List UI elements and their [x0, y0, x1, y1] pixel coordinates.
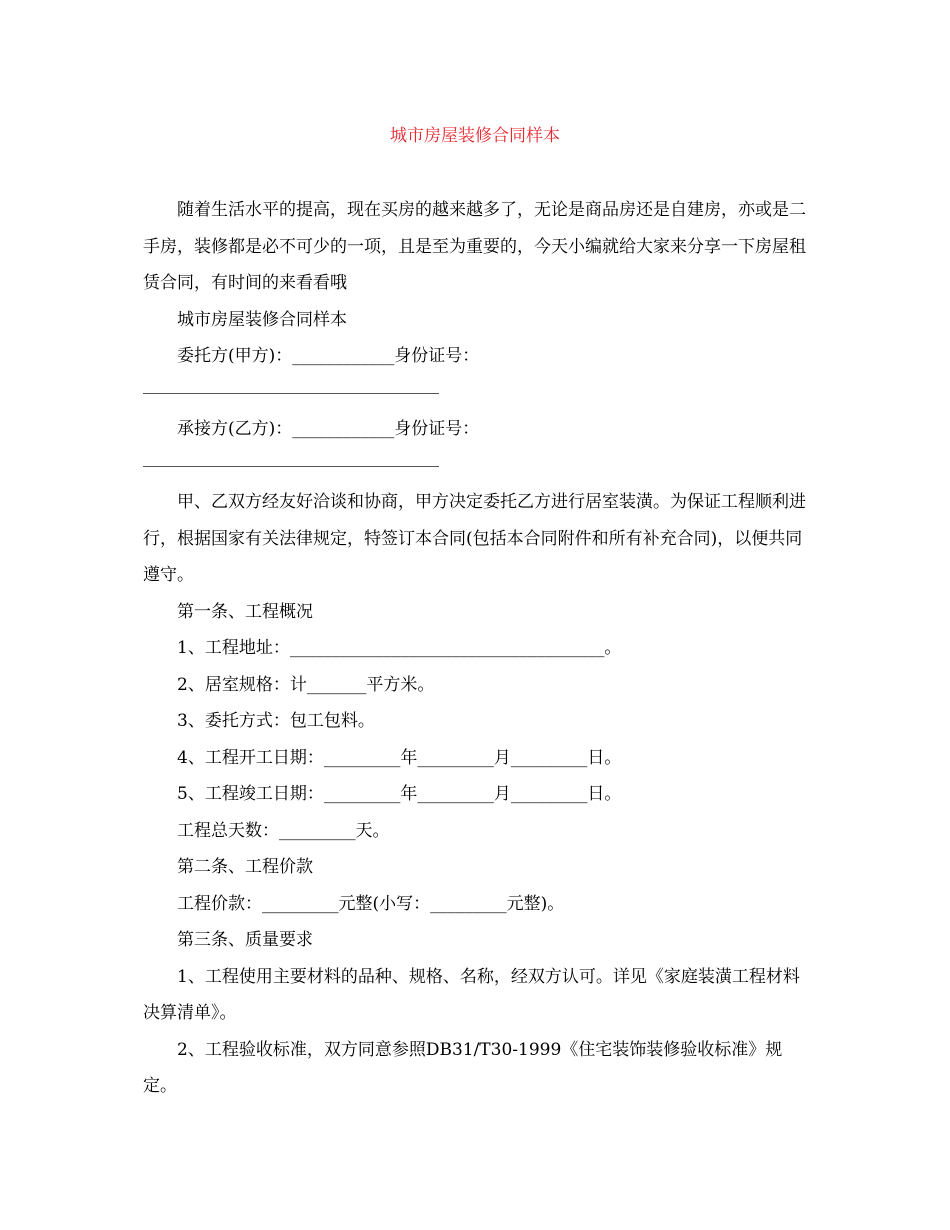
article-1-start-date: 4、工程开工日期：_________年_________月_________日。 — [177, 747, 622, 768]
party-a-id-blank — [143, 375, 813, 412]
article-3-heading: 第三条、质量要求 — [177, 930, 313, 950]
document-body — [143, 192, 813, 1105]
blank-rule — [143, 393, 439, 394]
article-3-materials: 1、工程使用主要材料的品种、规格、名称，经双方认可。详见《家庭装潢工程材料决算清单》。 — [143, 966, 800, 1023]
article-1-end-date: 5、工程竣工日期：_________年_________月_________日。 — [177, 784, 622, 804]
article-3-standard: 2、工程验收标准，双方同意参照DB31/T30-1999《住宅装饰装修验收标准》规定。 — [143, 1039, 783, 1096]
document-title: 城市房屋装修合同样本 — [390, 126, 560, 146]
contract-subtitle: 城市房屋装修合同样本 — [177, 309, 347, 330]
article-2-heading: 第二条、工程价款 — [177, 857, 313, 877]
article-1-total-days: 工程总天数：_________天。 — [177, 820, 390, 841]
blank-rule — [143, 466, 439, 467]
article-1-method: 3、委托方式：包工包料。 — [177, 711, 375, 731]
article-1-address: 1、工程地址：_____________________________________。 — [177, 638, 622, 658]
article-1-heading: 第一条、工程概况 — [177, 601, 313, 622]
party-b-id-blank — [143, 448, 813, 485]
article-1-area: 2、居室规格：计_______平方米。 — [177, 674, 435, 695]
party-a-line: 委托方(甲方)：____________身份证号： — [177, 346, 480, 366]
party-b-line: 承接方(乙方)：____________身份证号： — [177, 419, 480, 439]
article-2-price: 工程价款：_________元整(小写：_________元整)。 — [177, 893, 565, 914]
intro-paragraph: 随着生活水平的提高，现在买房的越来越多了，无论是商品房还是自建房，亦或是二手房，装修都是必不可少的一项，且是至为重要的，今天小编就给大家来分享一下房屋租赁合同，有时间的来看看哦 — [143, 200, 806, 293]
preamble-paragraph: 甲、乙双方经友好洽谈和协商，甲方决定委托乙方进行居室装潢。为保证工程顺利进行，根据国家有关法律规定，特签订本合同(包括本合同附件和所有补充合同)，以便共同遵守。 — [143, 492, 806, 585]
